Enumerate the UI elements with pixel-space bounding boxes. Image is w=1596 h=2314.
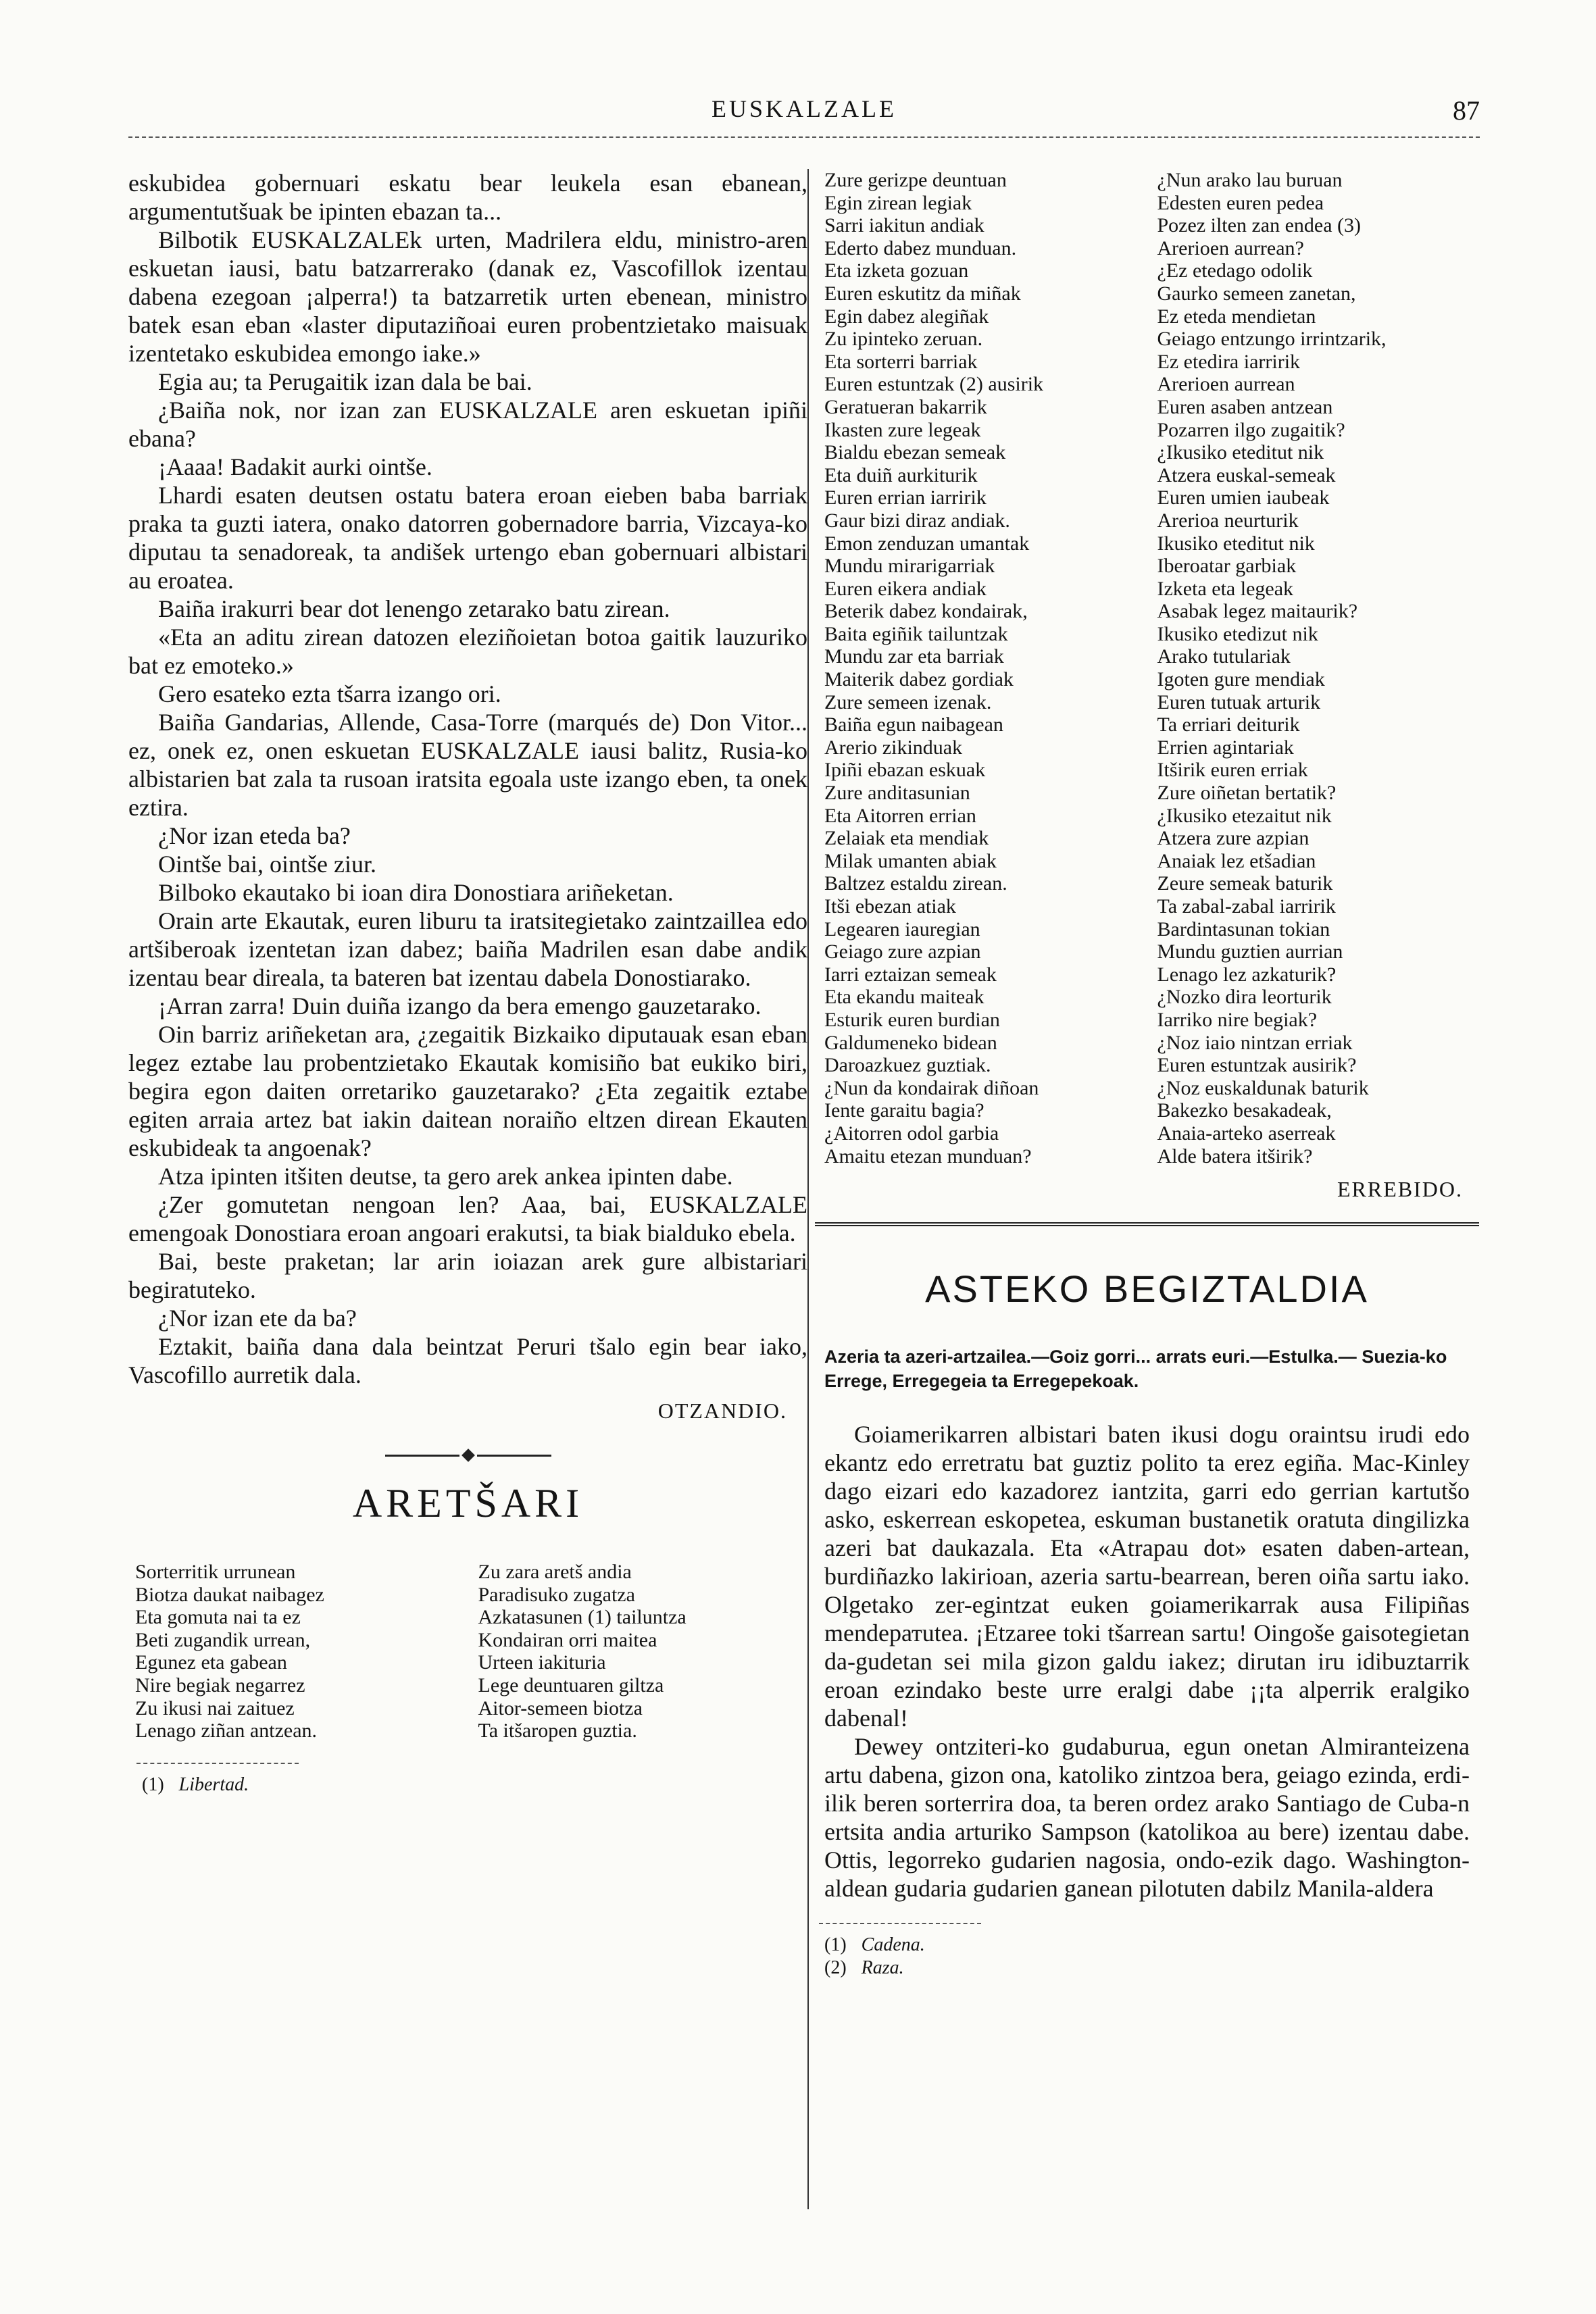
verse-line: Euren estuntzak (2) ausirik [824,373,1044,396]
verse-line: Pozarren ilgo zugaitik? [1157,418,1345,441]
verse-line: Euren eikera andiak [824,577,987,600]
verse-line: Beti zugandik urrean, [135,1628,311,1651]
verse-line: Bakezko besakadeak, [1157,1099,1332,1122]
verse-line: Gaurko semeen zanetan, [1157,282,1356,305]
verse-line: Baita egiñik tailuntzak [824,622,1008,645]
footnote [811,1957,1483,1980]
running-title: EUSKALZALE [712,95,897,122]
verse-line: Amaitu etezan munduan? [824,1145,1032,1167]
verse-line: Beterik dabez kondairak, [824,600,1028,623]
verse-line: Eta izketa gozuan [824,259,969,282]
verse-line: Milak umanten abiak [824,849,997,872]
page-number: 87 [1453,95,1480,126]
article-paragraph: Atza ipinten itšiten deutse, ta gero arek ankea ipinten dabe. [158,1163,733,1190]
verse-line: Euren asaben antzean [1157,395,1333,418]
article-paragraph: eskubidea gobernuari eskatu bear leukela esan ebanean, argumentutšuak be ipinten ebazan ta... [128,170,807,225]
verse-line: Bardintasunan tokian [1157,917,1330,940]
verse-line: Ta zabal-zabal iarririk [1157,895,1336,917]
footnote [811,1934,1483,1957]
article-paragraph: ¡Aaaa! Badakit aurki ointše. [158,453,432,480]
article-signature: OTZANDIO. [657,1399,787,1423]
poem-column-b [1151,169,1484,1167]
verse-line: Zure oiñetan bertatik? [1157,782,1337,805]
verse-line: Baiña egun naibagean [824,713,1003,736]
verse-line: Eta sorterri barriak [824,350,978,373]
verse-line: Anaiak lez etšadian [1157,849,1316,872]
page-header [128,95,1480,149]
ornament-line [385,1455,459,1457]
verse-line: Atzera zure azpian [1157,827,1310,850]
verse-line: Nire begiak negarrez [135,1674,305,1696]
article-paragraph: ¡Arran zarra! Duin duiña izango da bera emengo gauzetarako. [158,992,762,1020]
verse-line: Urteen iakituria [478,1651,606,1674]
verse-line: ¿Aitorren odol garbia [824,1122,999,1145]
verse-line: Daroazkuez guztiak. [824,1054,991,1077]
verse-line: Eta Aitorren errian [824,804,976,827]
verse-column-b [465,1561,808,1742]
verse-line: Errien agintariak [1157,736,1294,759]
article-paragraph: Baiña Gandarias, Allende, Casa-Torre (marqués de) Don Vitor... ez, onek ez, onen eskuetan EUSKALZALE iausi balitz, Rusia-ko albistarien bat zala ta rusoan iratsita egoala uste izango eben, ta onek eztira. [128,709,807,821]
verse-line: Ikasten zure legeak [824,418,981,441]
verse-line: Kondairan orri maitea [478,1628,657,1651]
verse-line: Iarri eztaizan semeak [824,963,997,986]
verse-line: Geiago zure azpian [824,940,981,963]
article-paragraph: Baiña irakurri bear dot lenengo zetarako batu zirean. [158,595,670,622]
article-paragraph: Lhardi esaten deutsen ostatu batera eroan eieben baba barriak praka ta guzti iatera, onako datorren gobernadore barria, Vizcaya-ko diputau ta senadoreak, ta andišek urtengo eban gobernuari albistari au eroatea. [128,482,807,594]
verse-line: Gaur bizi diraz andiak. [824,509,1010,532]
verse-line: Ta erriari deiturik [1157,713,1300,736]
verse-line: Lege deuntuaren giltza [478,1674,664,1696]
verse-line: Mundu zar eta barriak [824,645,1004,668]
verse-line: ¿Nun arako lau buruan [1157,169,1343,191]
verse-line: Mundu mirarigarriak [824,555,995,578]
verse-line: Ez etedira iarririk [1157,350,1301,373]
ornament-diamond-icon [462,1449,475,1462]
section-subhead: Azeria ta azeri-artzailea.—Goiz gorri... arrats euri.—Estulka.— Suezia-ko Errege, Erregegeia ta Erregepekoak. [824,1347,1447,1392]
verse-line: Euren estuntzak ausirik? [1157,1054,1357,1077]
verse-line: Iente garaitu bagia? [824,1099,984,1122]
verse-line: Atzera euskal-semeak [1157,463,1336,486]
footnote-text: Libertad. [178,1774,249,1795]
verse-line: Esturik euren burdian [824,1008,1000,1031]
poem-signature: ERREBIDO. [1337,1177,1463,1202]
footnote-rule [819,1923,981,1924]
verse-line: Edesten euren pedea [1157,191,1324,214]
poem-verses [811,169,1483,1167]
verse-line: Zeure semeak baturik [1157,872,1333,895]
right-column [811,169,1483,1980]
verse-line: Asabak legez maitaurik? [1157,600,1358,623]
article-paragraph: Goiamerikarren albistari baten ikusi dogu oraintsu irudi edo ekantz edo erretratu bat guztiz polito ta erez egiña. Mac-Kinley dago eizari edo kazadorez iantzita, garri edo gerrian kartutšo asko, eskerrean eskopetea, eskuman bustanetik oratuta dingilizka azeri bat daukazala. Eta «Atrapau dot» esaten daben-artean, burdiñazko lakirioan, azeria sartu-bearrean, beren oiña sartu iako. Olgetako zer-egintzat euken goiamerikarrak ausa Filipiñas mendeратutea. ¡Etzaree toki tšarrean sartu! Oingoše gaisotegietan da-gudetan sei mila gizon galdu iakez; dirutan iru idibuztarrik eroan ezindako beste urre eralgi dabe ¡¡ta alperrik eralgiko dabenal! [824,1421,1470,1732]
verse-line: Pozez ilten zan endea (3) [1157,214,1362,237]
verse-line: ¿Noz iaio nintzan erriak [1157,1031,1353,1054]
article-paragraph: Bai, beste praketan; lar arin ioiazan arek gure albistariari begiratuteko. [128,1248,807,1303]
verse-line: Euren eskutitz da miñak [824,282,1021,305]
verse-line: Euren tutuak arturik [1157,690,1321,713]
verse-line: Azkatasunen (1) tailuntza [478,1606,687,1629]
verse-line: Ikusiko etedizut nik [1157,622,1318,645]
column-divider [807,169,809,2209]
verse-line: Aitor-semeen biotza [478,1696,643,1719]
verse-line: Ipiñi ebazan eskuak [824,759,986,782]
poem-title: ARETŠARI [352,1481,584,1526]
verse-line: Lenago lez azkaturik? [1157,963,1337,986]
article-paragraph: ¿Baiña nok, nor izan zan EUSKALZALE aren eskuetan ipiñi ebana? [128,397,807,452]
article-paragraph: Dewey ontziteri-ko gudaburua, egun onetan Almiranteizena artu dabena, gizon ona, katoliko zintzoa bera, geiago ezinda, erdi-ilik beren sorterrira doa, ta beren ordez arako Santiago de Cuba-n ertsita andia arturiko Sampson (katolikoa au bere) izentau dabe. Ottis, legorreko gudarien nagosia, ondo-ezik dago. Washington-aldean gudaria gudarien ganean pilotuten dabilz Manila-aldera [824,1733,1470,1903]
footnote [128,1774,807,1796]
verse-line: Zure gerizpe deuntuan [824,169,1007,191]
verse-line: Paradisuko zugatza [478,1583,635,1606]
section-ornament [128,1451,807,1460]
verse-line: Eta duiñ aurkiturik [824,463,978,486]
verse-line: Lenago ziñan antzean. [135,1719,318,1742]
article-paragraph: Egia au; ta Perugaitik izan dala be bai. [158,368,532,395]
verse-line: ¿Nozko dira leorturik [1157,986,1332,1009]
article-paragraph: Oin barriz ariñeketan ara, ¿zegaitik Bizkaiko diputauak esan eban legez eztabe lau probentzietako Ekautak komisiño bat eukiko biri, begira egon daiten orretariko gauzetarako? ¿Eta zegaitik eztabe egiten arraia artez bat iakin daitean noraiño eltzen direan Ekauten eskubideak ta angoenak? [128,1021,807,1161]
footnote-text: Cadena. [861,1934,925,1956]
verse-line: Mundu guztien aurrian [1157,940,1343,963]
verse-line: Iarriko nire begiak? [1157,1008,1318,1031]
aretsari-verses [128,1561,807,1742]
verse-line: Baltzez estaldu zirean. [824,872,1007,895]
verse-line: Ikusiko eteditut nik [1157,532,1315,555]
verse-line: Euren umien iaubeak [1157,486,1330,509]
verse-line: ¿Nun da kondairak diñoan [824,1076,1039,1099]
verse-line: Arerioen aurrean? [1157,236,1304,259]
verse-line: Maiterik dabez gordiak [824,668,1014,691]
verse-line: Ez eteda mendietan [1157,305,1316,328]
verse-line: Eta gomuta nai ta ez [135,1606,301,1629]
left-article [128,169,807,1389]
article-paragraph: Ointše bai, ointše ziur. [158,851,376,878]
verse-line: Alde batera itširik? [1157,1145,1313,1167]
ornament-line [477,1455,551,1457]
verse-line: Zu zara aretš andia [478,1561,632,1583]
article-paragraph: Orain arte Ekautak, euren liburu ta iratsitegietako zaintzaillea edo artšiberoak izentetan izan dabez; baiña Madrilen esan dabe andik izentau bear direala, ta bateren bat izentau dabela Donostiarako. [128,907,807,991]
verse-line: ¿Ez etedago odolik [1157,259,1313,282]
article-paragraph: «Eta an aditu zirean datozen eleziñoietan botoa gaitik lauzuriko bat ez emoteko.» [128,624,807,679]
header-rule [128,136,1480,138]
article-paragraph: ¿Nor izan eteda ba? [158,822,351,849]
verse-line: Legearen iauregian [824,917,980,940]
verse-line: Anaia-arteko aserreak [1157,1122,1336,1145]
article-paragraph: ¿Zer gomutetan nengoan len? Aaa, bai, EUSKALZALE emengoak Donostiara eroan angoari erakutsi, ta biak bialduko ebela. [128,1191,807,1247]
footnote-number: (2) [824,1957,847,1979]
verse-line: Arerioen aurrean [1157,373,1295,396]
verse-line: Arerio zikinduak [824,736,963,759]
verse-line: Egunez eta gabean [135,1651,287,1674]
article-paragraph: ¿Nor izan ete da ba? [158,1305,357,1332]
verse-line: ¿Ikusiko eteditut nik [1157,441,1324,464]
article-paragraph: Eztakit, baiña dana dala beintzat Peruri tšalo egin bear iako, Vascofillo aurretik dala. [128,1333,807,1388]
verse-line: Egin zirean legiak [824,191,972,214]
footnote-text: Raza. [861,1957,904,1979]
verse-line: Zelaiak eta mendiak [824,827,989,850]
footnote-rule [136,1763,299,1764]
left-column [128,169,807,1796]
verse-line: Igoten gure mendiak [1157,668,1325,691]
verse-line: Zu ipinteko zeruan. [824,328,983,351]
verse-line: Egin dabez alegiñak [824,305,989,328]
poem-column-a [811,169,1151,1167]
verse-column-a [128,1561,465,1742]
article-paragraph: Bilboko ekautako bi ioan dira Donostiara ariñeketan. [158,879,674,906]
verse-line: Galdumeneko bidean [824,1031,997,1054]
verse-line: Zure anditasunian [824,782,970,805]
verse-line: Zure semeen izenak. [824,690,992,713]
verse-line: Eta ekandu maiteak [824,986,984,1009]
verse-line: Geiago entzungo irrintzarik, [1157,328,1387,351]
section-rule [815,1222,1479,1226]
section-heading: ASTEKO BEGIZTALDIA [925,1267,1369,1311]
asteko-article [811,1420,1483,1903]
verse-line: Ederto dabez munduan. [824,236,1017,259]
verse-line: Bialdu ebezan semeak [824,441,1006,464]
verse-line: Itširik euren erriak [1157,759,1308,782]
verse-line: Biotza daukat naibagez [135,1583,324,1606]
verse-line: Arako tutulariak [1157,645,1291,668]
verse-line: Geratueran bakarrik [824,395,987,418]
verse-line: Zu ikusi nai zaituez [135,1696,295,1719]
verse-line: Sorterritik urrunean [135,1561,296,1583]
footnote-number: (1) [824,1934,847,1956]
verse-line: Iberoatar garbiak [1157,555,1297,578]
verse-line: Izketa eta legeak [1157,577,1294,600]
verse-line: Sarri iakitun andiak [824,214,984,237]
article-paragraph: Bilbotik EUSKALZALEk urten, Madrilera eldu, ministro-aren eskuetan iausi, batu batzarrerako (danak ez, Vascofillok izentau dabena ezegoan ¡alperra!) ta batzarretik urten ebenean, ministro batek esan eban «laster diputaziñoai euren probentzietako maisuak izentetako eskubidea emongo iake.» [128,226,807,367]
verse-line: Arerioa neurturik [1157,509,1299,532]
verse-line: Ta itšaropen guztia. [478,1719,637,1742]
verse-line: Itši ebezan atiak [824,895,956,917]
verse-line: ¿Ikusiko etezaitut nik [1157,804,1332,827]
verse-line: Euren errian iarririk [824,486,987,509]
verse-line: ¿Noz euskaldunak baturik [1157,1076,1369,1099]
article-paragraph: Gero esateko ezta tšarra izango ori. [158,680,501,707]
footnote-number: (1) [142,1774,164,1795]
verse-line: Emon zenduzan umantak [824,532,1030,555]
